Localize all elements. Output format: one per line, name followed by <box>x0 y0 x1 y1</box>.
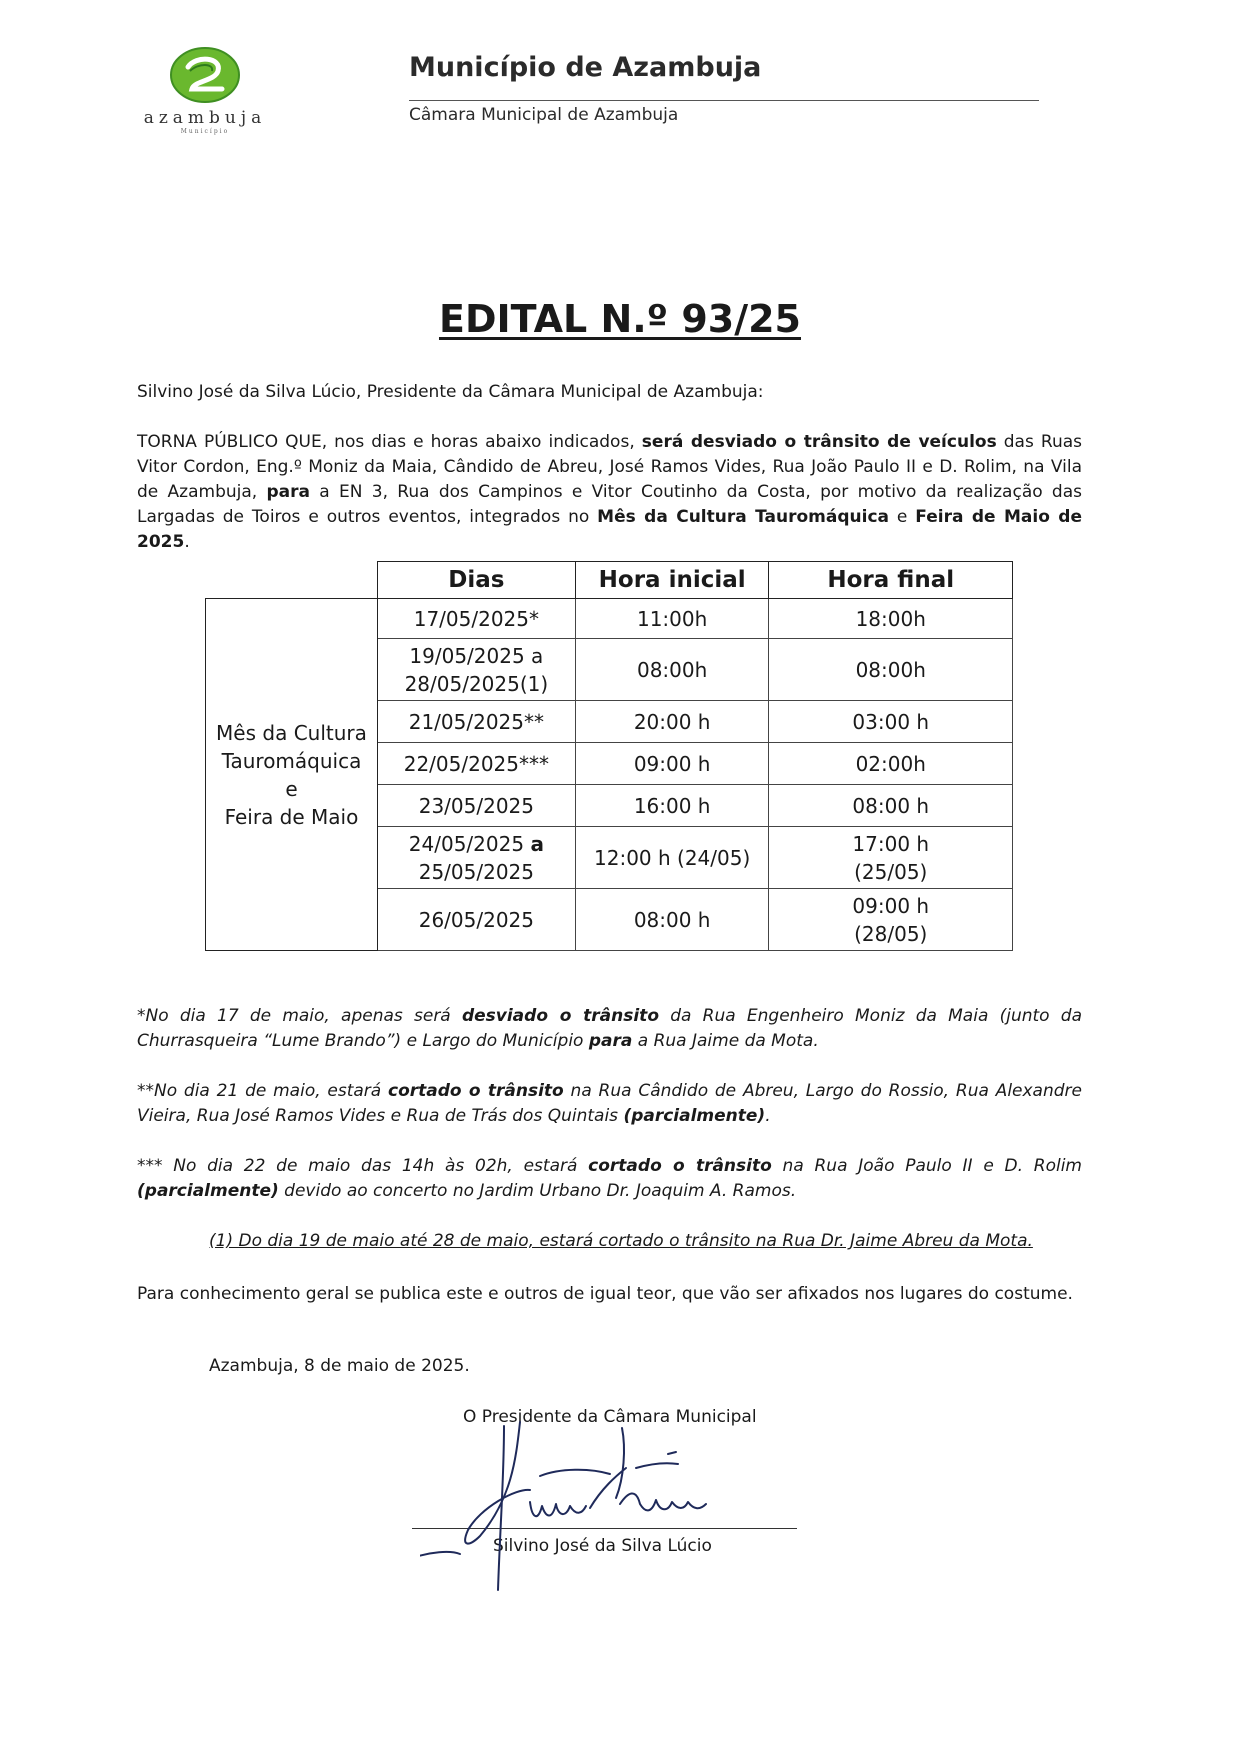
note-text: a Rua Jaime da Mota. <box>632 1031 819 1051</box>
days-line: 19/05/2025 a <box>409 643 544 668</box>
days-cell <box>377 639 575 701</box>
note-emphasis: cortado o trânsito <box>388 1081 564 1101</box>
end-line: (28/05) <box>854 921 928 946</box>
note-emphasis: cortado o trânsito <box>588 1156 772 1176</box>
note-text: *No dia 17 de maio, apenas será <box>137 1006 462 1026</box>
footnote-2 <box>137 1079 1082 1129</box>
body-emphasis: Feira de Maio de 2025 <box>137 507 1082 552</box>
start-cell: 11:00h <box>575 599 769 639</box>
end-cell <box>769 889 1013 951</box>
body-text: e <box>889 507 916 527</box>
body-text: . <box>184 532 190 552</box>
event-group-line: Tauromáquica <box>221 748 362 773</box>
council-name: Câmara Municipal de Azambuja <box>409 105 679 125</box>
days-cell: 17/05/2025* <box>377 599 575 639</box>
note-text: da Rua Engenheiro Moniz da Maia (junto da Churrasqueira “Lume Brando”) e Largo do Município <box>137 1006 1082 1051</box>
end-cell: 02:00h <box>769 743 1013 785</box>
body-emphasis: Mês da Cultura Tauromáquica <box>597 507 890 527</box>
days-line <box>384 830 569 858</box>
days-line: 25/05/2025 <box>418 859 535 884</box>
signatory-name: Silvino José da Silva Lúcio <box>493 1536 712 1556</box>
note-emphasis: (parcialmente) <box>137 1181 279 1201</box>
note-emphasis: desviado o trânsito <box>461 1006 659 1026</box>
municipality-name: Município de Azambuja <box>409 52 762 83</box>
handwritten-signature <box>420 1418 800 1598</box>
event-group-line: Mês da Cultura <box>216 720 367 745</box>
signatory-role: O Presidente da Câmara Municipal <box>463 1407 757 1427</box>
days-cell <box>377 827 575 889</box>
footnote-4: (1) Do dia 19 de maio até 28 de maio, estará cortado o trânsito na Rua Dr. Jaime Abreu da Mota. <box>209 1231 1033 1251</box>
note-text: . <box>765 1106 771 1126</box>
end-cell: 03:00 h <box>769 701 1013 743</box>
schedule-table <box>205 561 1013 951</box>
days-text: 24/05/2025 <box>408 831 531 856</box>
header-days: Dias <box>377 562 575 599</box>
body-emphasis: será desviado o trânsito de veículos <box>641 432 997 452</box>
end-cell: 18:00h <box>769 599 1013 639</box>
note-text: devido ao concerto no Jardim Urbano Dr. Joaquim A. Ramos. <box>278 1181 797 1201</box>
end-cell <box>769 827 1013 889</box>
note-text: na Rua Cândido de Abreu, Largo do Rossio, Rua Alexandre Vieira, Rua José Ramos Vides e Rua de Trás dos Quintais <box>137 1081 1082 1126</box>
note-emphasis: (parcialmente) <box>623 1106 766 1126</box>
body-text: TORNA PÚBLICO QUE, nos dias e horas abaixo indicados, <box>137 432 642 452</box>
days-connector: a <box>530 831 544 856</box>
header-end: Hora final <box>769 562 1013 599</box>
event-group-line: Feira de Maio <box>224 804 359 829</box>
note-text: *** No dia 22 de maio das 14h às 02h, estará <box>137 1156 589 1176</box>
body-emphasis: para <box>266 482 310 502</box>
start-cell: 08:00 h <box>575 889 769 951</box>
start-cell: 08:00h <box>575 639 769 701</box>
document-date: Azambuja, 8 de maio de 2025. <box>209 1356 470 1376</box>
header-start: Hora inicial <box>575 562 769 599</box>
table-row <box>206 599 1013 639</box>
footnote-3 <box>137 1154 1082 1204</box>
body-text: a EN 3, Rua dos Campinos e Vitor Coutinho da Costa, por motivo da realização das Largadas de Toiros e outros eventos, integrados no <box>137 482 1082 527</box>
logo-wordmark: azambuja <box>143 108 267 128</box>
end-line: 17:00 h <box>852 831 930 856</box>
start-cell: 16:00 h <box>575 785 769 827</box>
note-emphasis: para <box>588 1031 633 1051</box>
days-cell: 22/05/2025*** <box>377 743 575 785</box>
table-header-row <box>206 562 1013 599</box>
body-text: das Ruas Vitor Cordon, Eng.º Moniz da Maia, Cândido de Abreu, José Ramos Vides, Rua João Paulo II e D. Rolim, na Vila de Azambuja, <box>137 432 1082 502</box>
end-cell: 08:00h <box>769 639 1013 701</box>
header-divider <box>409 100 1039 101</box>
footnote-1 <box>137 1004 1082 1054</box>
start-cell: 20:00 h <box>575 701 769 743</box>
event-group-cell <box>206 599 378 951</box>
end-line: 09:00 h <box>852 893 930 918</box>
edict-title: EDITAL N.º 93/25 <box>438 297 801 341</box>
table-corner <box>206 562 378 599</box>
end-line: (25/05) <box>854 859 928 884</box>
days-cell: 23/05/2025 <box>377 785 575 827</box>
start-cell: 09:00 h <box>575 743 769 785</box>
start-cell: 12:00 h (24/05) <box>575 827 769 889</box>
body-paragraph <box>137 430 1082 555</box>
event-group-line: e <box>285 776 298 801</box>
days-cell: 26/05/2025 <box>377 889 575 951</box>
note-text: na Rua João Paulo II e D. Rolim <box>771 1156 1082 1176</box>
days-cell: 21/05/2025** <box>377 701 575 743</box>
end-cell: 08:00 h <box>769 785 1013 827</box>
intro-paragraph: Silvino José da Silva Lúcio, Presidente da Câmara Municipal de Azambuja: <box>137 382 764 402</box>
logo-subtitle: Município <box>180 128 230 135</box>
note-text: **No dia 21 de maio, estará <box>137 1081 389 1101</box>
days-line: 28/05/2025(1) <box>404 671 549 696</box>
closing-statement: Para conhecimento geral se publica este e outros de igual teor, que vão ser afixados nos lugares do costume. <box>137 1284 1073 1304</box>
